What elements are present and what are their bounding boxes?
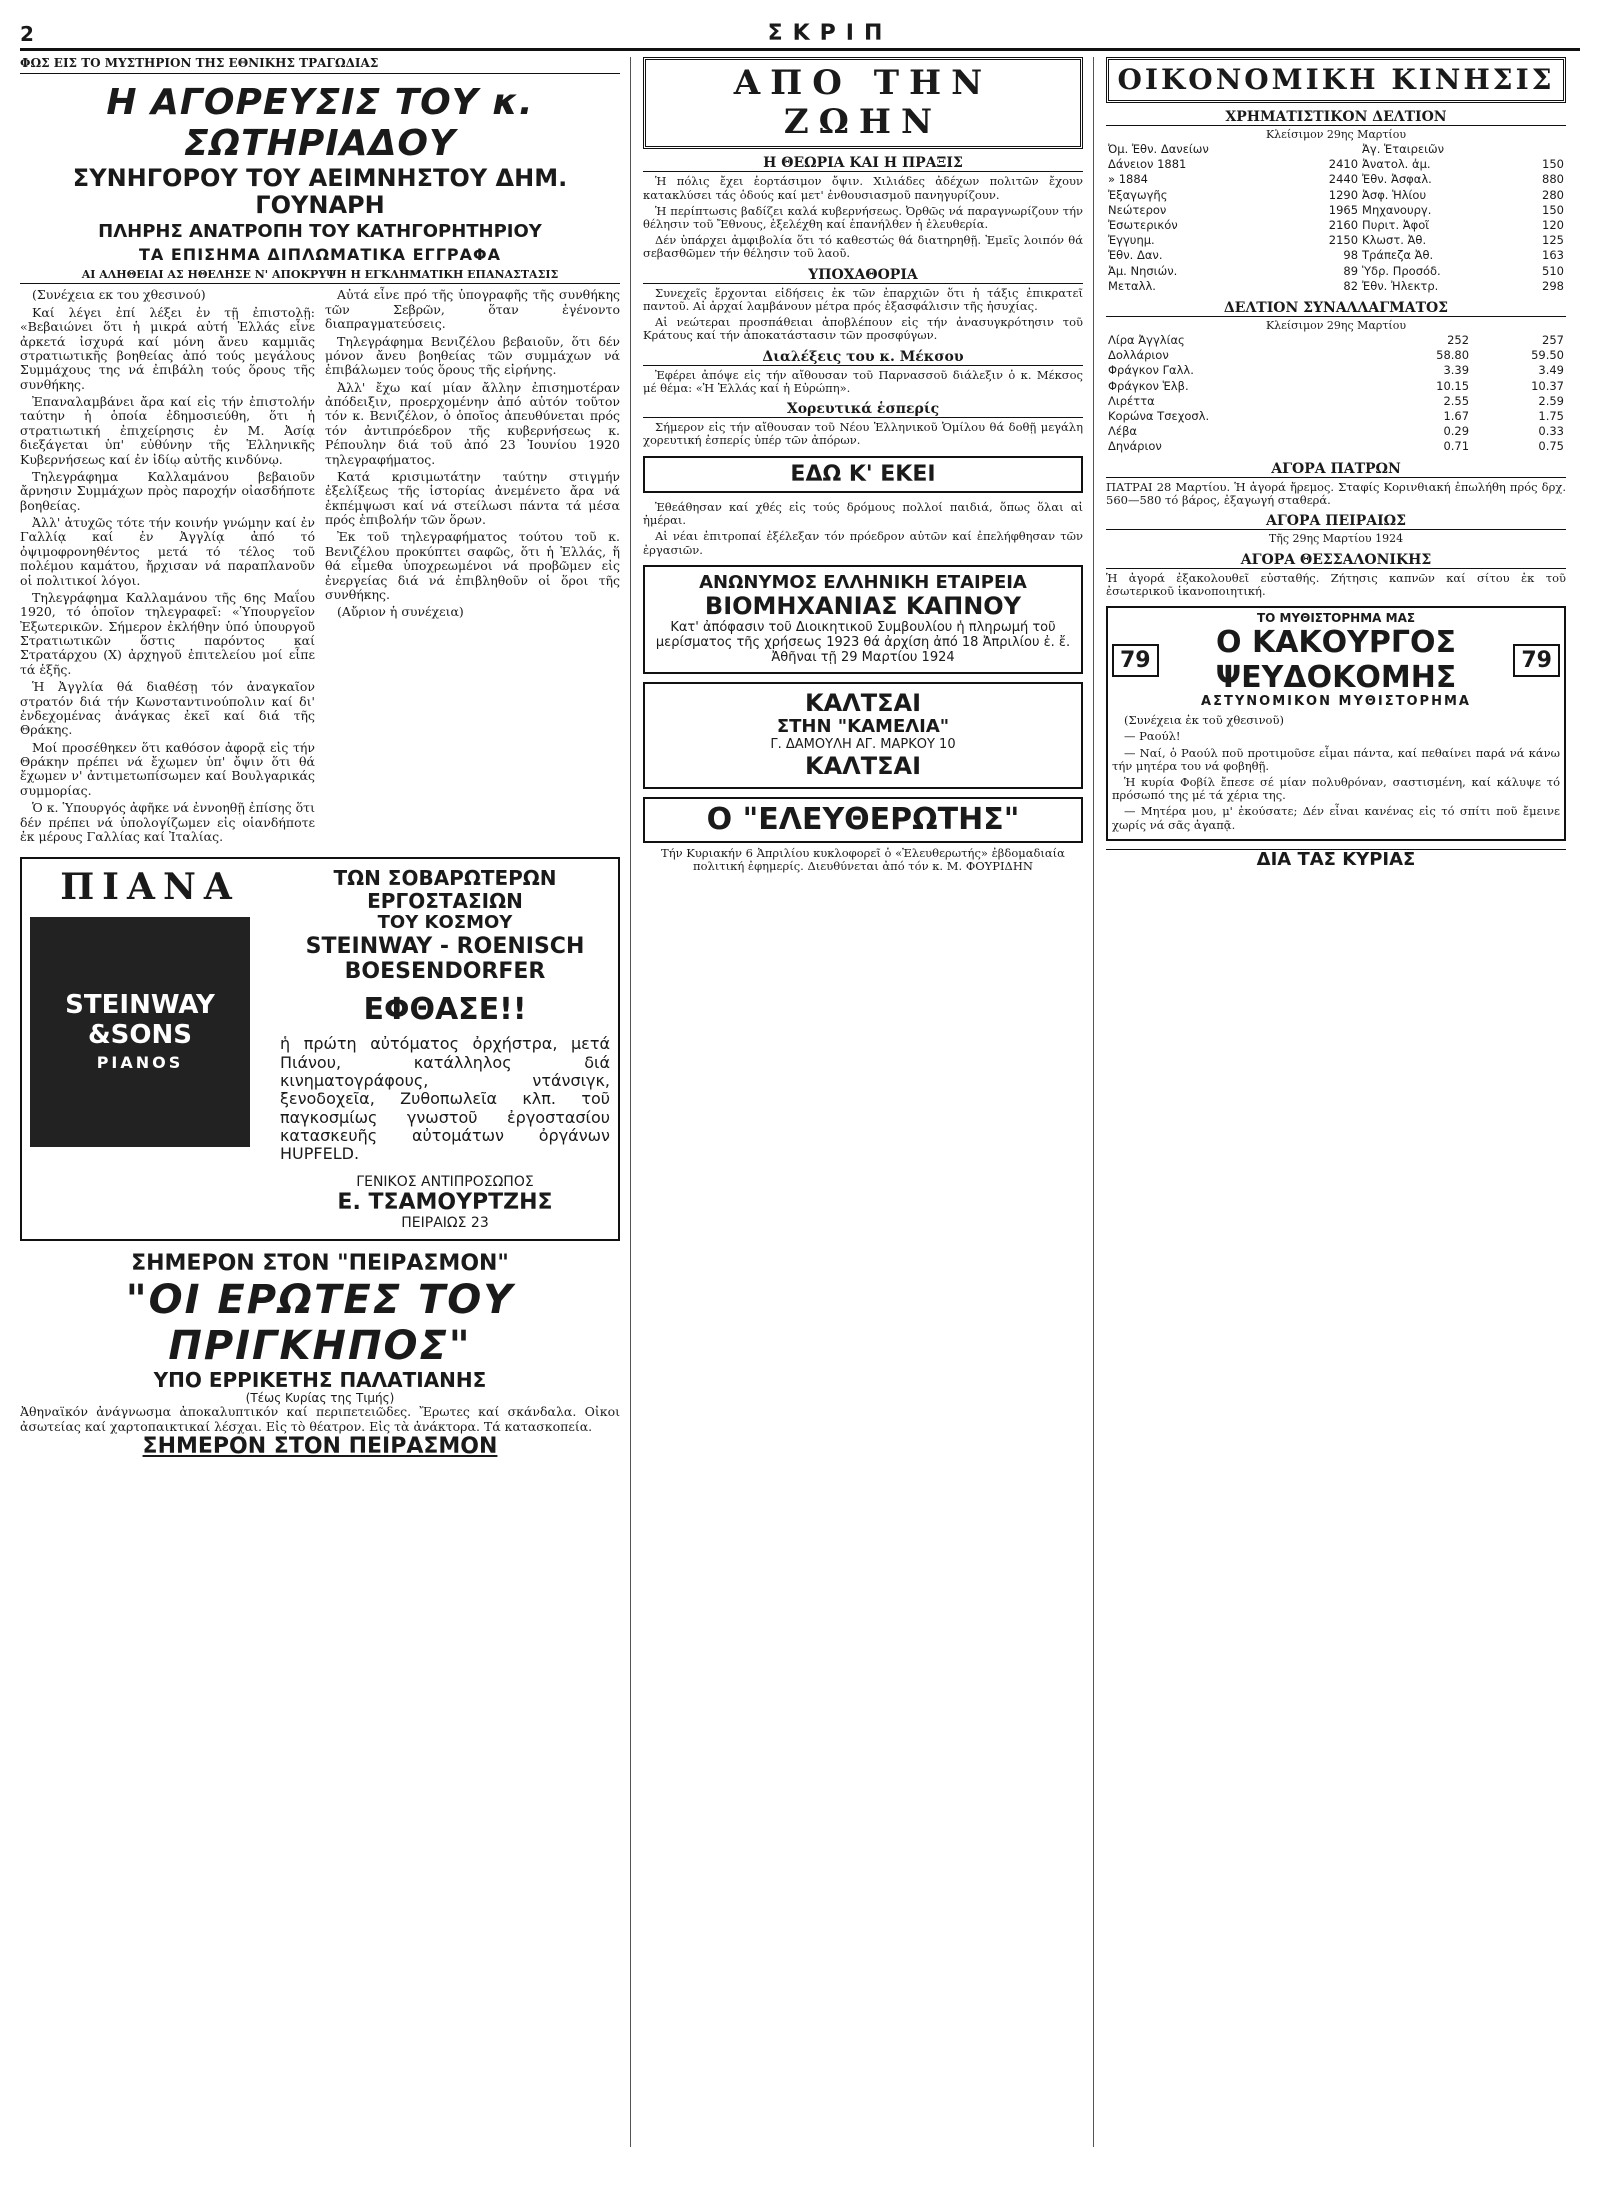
article-subheadline: ΣΥΝΗΓΟΡΟΥ ΤΟΥ ΑΕΙΜΝΗΣΤΟΥ ΔΗΜ. ΓΟΥΝΑΡΗ [72,163,568,220]
table-cell: 2150 [1328,233,1359,248]
section-heading: ΔΕΛΤΙΟΝ ΣΥΝΑΛΛΑΓΜΑΤΟΣ [1106,300,1566,317]
box-heading: ΕΔΩ Κ' ΕΚΕΙ [643,456,1083,493]
table-cell: Ἐξαγωγῆς [1108,187,1168,202]
table-row [1106,203,1566,218]
table-row [1106,363,1566,378]
table-cell: 82 [1343,278,1359,293]
serial-number: 79 [1112,644,1159,677]
column-middle [643,57,1094,2147]
table-cell: Μηχανουργ. [1362,202,1432,217]
table-row [1106,394,1566,409]
section-heading: ΧΡΗΜΑΤΙΣΤΙΚΟΝ ΔΕΛΤΙΟΝ [1106,109,1566,126]
cinema-line: ΣΗΜΕΡΟΝ ΣΤΟΝ ΠΕΙΡΑΣΜΟΝ [142,1434,498,1460]
table-cell: Ἀμ. Νησιών. [1108,263,1178,278]
table-cell: Ἐθν. Δαν. [1108,248,1163,263]
article-note: ΑΙ ΑΛΗΘΕΙΑΙ ΑΣ ΗΘΕΛΗΣΕ Ν' ΑΠΟΚΡΥΨΗ Η ΕΓΚΛΗΜΑΤΙΚΗ ΕΠΑΝΑΣΤΑΣΙΣ [20,269,620,285]
table-cell: 0.75 [1538,439,1564,454]
table-cell: 298 [1542,278,1564,293]
piano-advertisement [20,857,620,1241]
table-cell: 2440 [1328,172,1359,187]
section-heading: Διαλέξεις του κ. Μέκσου [643,349,1083,366]
table-cell [1299,142,1360,157]
table-cell: 89 [1343,263,1359,278]
paragraph: Αἱ νέαι ἐπιτροπαί ἐξέλεξαν τόν πρόεδρον αὐτῶν καί ἐπελήφθησαν τῶν ἐργασιῶν. [643,529,1083,557]
paragraph: Δέν ὑπάρχει ἀμφιβολία ὅτι τό καθεστώς θά διατηρηθῇ. Ἐμεῖς λοιπόν θά σεβασθῶμεν τήν θέλησιν τοῦ λαοῦ. [643,233,1083,261]
ad-line: STEINWAY - ROENISCH BOESENDORFER [305,934,585,985]
paragraph: Τηλεγράφημα Καλλαμάνου τῆς 6ης Μαΐου 1920, τό ὁποῖον τηλεγραφεῖ: «Ὑπουργεῖον Ἐξωτερικῶν. Σήμερον ἐκλήθην ὑπό ὑπουργοῦ Στρατιωτικῶν ὅστις παρόντος καί Στρατάρχου (Χ) ἀρχηγοῦ ἐπιτελείου μοί εἶπε τά ἑξῆς. [20,589,315,677]
table-cell: 252 [1447,332,1470,347]
table-cell: 0.71 [1443,439,1470,454]
section-heading: ΑΓΟΡΑ ΠΕΙΡΑΙΩΣ [1106,513,1566,530]
table-cell: 257 [1542,332,1564,347]
date-line: Τῆς 29ης Μαρτίου 1924 [1268,532,1404,546]
paragraph: Ἡ πόλις ἔχει ἑορτάσιμον ὄψιν. Χιλιάδες ἀδέχων πολιτῶν ἔχουν κατακλύσει τάς ὁδούς καί μετ' ἐνθουσιασμοῦ πανηγυρίζουν. [643,174,1083,202]
table-row [1106,188,1566,203]
paragraph: Ἡ Ἀγγλία θά διαθέσῃ τόν ἀναγκαῖον στρατόν διά τήν Κωνσταντινούπολιν καί δι' ἐνδεχομένας ἀνάγκας ἐκεῖ καί διά τῆς Θράκης. [20,679,315,738]
cinema-title: "ΟΙ ΕΡΩΤΕΣ ΤΟΥ ΠΡΙΓΚΗΠΟΣ" [125,1276,515,1369]
section-title: ΑΠΟ ΤΗΝ ΖΩΗΝ [643,57,1083,149]
paragraph: (Συνέχεια ἐκ τοῦ χθεσινοῦ) [1124,713,1284,728]
table-row [1106,233,1566,248]
table-cell: Δηνάριον [1108,439,1162,454]
section-heading: Η ΘΕΩΡΙΑ ΚΑΙ Η ΠΡΑΞΙΣ [643,155,1083,172]
table-row [1106,379,1566,394]
table-cell: 0.29 [1443,424,1470,439]
table-cell: 1965 [1328,202,1359,217]
serial-subtitle: ΑΣΤΥΝΟΜΙΚΟΝ ΜΥΘΙΣΤΟΡΗΜΑ [1201,694,1471,710]
article-body [20,288,620,847]
paragraph: Ἀλλ' ἔχω καί μίαν ἄλλην ἐπισημοτέραν ἀπόδειξιν, προερχομένην ἀπό αὐτόν τοῦτον τόν κ. Βενιζέλον, ὁ ὁποῖος ἀπευθύνεται πρός τόν ἀντιπρόεδρον τῆς κυβερνήσεως κ. Ρέπουλην διά τοῦ ἀπό 23 Ἰουνίου 1920 τηλεγραφήματος. [325,379,620,467]
table-cell: 280 [1542,187,1564,202]
table-row [1106,172,1566,187]
table-cell: 3.49 [1538,363,1564,378]
column-left [20,57,631,2147]
cinema-line: (Τέως Κυρίας της Τιμής) [245,1390,395,1405]
table-cell: 1.67 [1443,408,1470,423]
stock-table [1106,142,1566,294]
table-cell: 58.80 [1436,348,1470,363]
table-cell: 10.15 [1436,378,1470,393]
table-row [1106,248,1566,263]
paragraph: Ἡ κυρία Φοβίλ ἔπεσε σέ μίαν πολυθρόναν, σαστισμένη, καί κάλυψε τό πρόσωπό της μέ τά χέρια της. [1112,775,1560,803]
eleftherotis-heading: Ο "ΕΛΕΥΘΕΡΩΤΗΣ" [643,797,1083,844]
table-cell: 163 [1542,248,1564,263]
paragraph: Κατά κρισιμωτάτην ταύτην στιγμήν ἐξελίξεως τῆς ἱστορίας ἀνεμένετο ἄρα νά ἐκπέμψωσι καί νά στείλωσι πάντα τά μέσα πρός ἐπιβολήν τῶν ὅρων. [325,468,620,528]
ad-line: ΚΑΛΤΣΑΙ [804,688,921,717]
cinema-advertisement [20,1251,620,1459]
paragraph: ΠΑΤΡΑΙ 28 Μαρτίου. Ἡ ἀγορά ἤρεμος. Σταφίς Κορινθιακή ἐπωλήθη πρός δρχ. 560—580 τό βάρος, ἐξαγωγή σταθερά. [1106,479,1566,507]
ad-line: ΚΑΛΤΣΑΙ [804,752,921,781]
brand-line: &SONS [88,1019,192,1050]
ad-line: Ε. ΤΣΑΜΟΥΡΤΖΗΣ [337,1189,553,1215]
serial-title: Ο ΚΑΚΟΥΡΓΟΣ ΨΕΥΔΟΚΟΜΗΣ [1215,625,1457,695]
table-row [1106,142,1566,157]
table-row [1106,348,1566,363]
table-cell: Κλωστ. Ἀθ. [1362,233,1427,248]
notice-line: ΒΙΟΜΗΧΑΝΙΑΣ ΚΑΠΝΟΥ [704,592,1022,621]
ad-line: ΠΕΙΡΑΙΩΣ 23 [401,1215,489,1232]
paragraph: (Αὔριον ἡ συνέχεια) [337,604,464,620]
table-cell: 10.37 [1531,378,1564,393]
kaltsai-advertisement [643,682,1083,789]
table-cell: Ἐθν. Ἠλεκτρ. [1362,278,1439,293]
paragraph: (Συνέχεια εκ του χθεσινού) [32,287,206,303]
brand-line: STEINWAY [65,989,215,1020]
exchange-table [1106,333,1566,455]
table-cell: 1290 [1328,187,1359,202]
column-right [1106,57,1576,2147]
table-cell: Φράγκον Γαλλ. [1108,363,1194,378]
table-cell: Ἀσφ. Ἡλίου [1362,187,1427,202]
paragraph: Συνεχεῖς ἔρχονται εἰδήσεις ἐκ τῶν ἐπαρχιῶν ὅτι ἡ τάξις ἐπικρατεῖ παντοῦ. Αἱ ἀρχαί λαμβάνουν μέτρα πρός ἐξασφάλισιν τῆς ἡσυχίας. [643,285,1083,313]
article-kicker: ΦΩΣ ΕΙΣ ΤΟ ΜΥΣΤΗΡΙΟΝ ΤΗΣ ΕΘΝΙΚΗΣ ΤΡΑΓΩΔΙΑΣ [20,57,620,74]
table-cell: 150 [1542,202,1564,217]
table-cell: Τράπεζα Ἀθ. [1362,248,1434,263]
article-headline: Η ΑΓΟΡΕΥΣΙΣ ΤΟΥ κ. ΣΩΤΗΡΙΑΔΟΥ [106,81,534,165]
table-cell: Ἐθν. Ἀσφαλ. [1362,172,1432,187]
cinema-line: ΥΠΟ ΕΡΡΙΚΕΤΗΣ ΠΑΛΑΤΙΑΝΗΣ [153,1367,487,1392]
cinema-text: Ἀθηναϊκόν ἀνάγνωσμα ἀποκαλυπτικόν καί περιπετειῶδες. Ἔρωτες καί σκάνδαλα. Οἰκοι ἀσωτείας καί χαρτοπαικτικαί λέσχαι. Εἰς τὸ θέατρον. Εἰς τὰ ἀνάκτορα. Τά κατασκοπεία. [20,1404,620,1434]
table-row [1106,424,1566,439]
paragraph: Ἐκ τοῦ τηλεγραφήματος τούτου τοῦ κ. Βενιζέλου προκύπτει σαφῶς, ὅτι ἡ Ἑλλάς, ἥ θά εἶμεθα ὑποχρεωμένοι νά προβῶμεν εἰς ἐνεργείας διά νά ἐπιβληθοῦν οἱ ὅροι τῆς συνθήκης. [325,529,620,602]
table-cell: Λίρα Ἀγγλίας [1108,332,1185,347]
table-cell: Ἐγγυημ. [1108,233,1155,248]
table-cell: 2.55 [1443,393,1470,408]
paragraph: — Ναί, ὁ Ραούλ ποῦ προτιμοῦσε εἶμαι πάντα, καί πεθαίνει παρά νά κάνω τήν μητέρα του νά φοβηθῇ. [1112,745,1560,773]
footer-heading: ΔΙΑ ΤΑΣ ΚΥΡΙΑΣ [1106,849,1566,871]
table-cell: Ὑδρ. Προσόδ. [1362,263,1441,278]
table-cell: 59.50 [1531,348,1564,363]
table-cell: Λέβα [1108,424,1138,439]
cinema-line: ΣΗΜΕΡΟΝ ΣΤΟΝ "ΠΕΙΡΑΣΜΟΝ" [131,1251,509,1277]
article-deck-2: ΤΑ ΕΠΙΣΗΜΑ ΔΙΠΛΩΜΑΤΙΚΑ ΕΓΓΡΑΦΑ [139,245,501,265]
paragraph: — Ραούλ! [1124,729,1181,744]
paragraph: Ἡ περίπτωσις βαδίζει καλά κυβερνήσεως. Ὀρθῶς νά παραγνωρίζουν τήν θέλησιν τοῦ Ἔθνους, ἐξελέχθη καί ἐπανήλθεν ἡ ἐλευθερία. [643,203,1083,231]
table-cell: 1.75 [1538,408,1564,423]
section-heading: ΥΠΟΧΑΘΟΡΙΑ [643,267,1083,284]
paragraph: Τηλεγράφημα Καλλαμάνου βεβαιοῦν ἄρνησιν Συμμάχων πρὸς παροχήν οἰασδήποτε βοηθείας. [20,468,315,513]
notice-line: Ἀθῆναι τῇ 29 Μαρτίου 1924 [771,649,955,665]
table-cell: Νεώτερον [1108,202,1167,217]
table-row [1106,409,1566,424]
newspaper-page [20,20,1580,2160]
table-cell: Δάνειον 1881 [1108,157,1187,172]
table-cell: 2410 [1328,157,1359,172]
section-heading: Χορευτικά ἑσπερίς [643,401,1083,418]
table-cell: Ὀμ. Ἐθν. Δανείων [1108,141,1209,156]
notice-line: ΑΝΩΝΥΜΟΣ ΕΛΛΗΝΙΚΗ ΕΤΑΙΡΕΙΑ [699,571,1027,593]
table-cell: 2.59 [1538,393,1564,408]
table-cell: 98 [1343,248,1359,263]
paragraph: Ἐφέρει ἀπόψε εἰς τήν αἴθουσαν τοῦ Παρνασσοῦ διάλεξιν ὁ κ. Μέκσος μέ θέμα: «Ἡ Ἑλλάς καί ἡ Εὐρώπη». [643,367,1083,395]
table-cell: 150 [1542,157,1564,172]
ad-line: ΤΩΝ ΣΟΒΑΡΩΤΕΡΩΝ ΕΡΓΟΣΤΑΣΙΩΝ [333,866,557,914]
newspaper-name: ΣΚΡΙΠ [767,21,893,47]
paragraph: — Μητέρα μου, μ' ἐκούσατε; Δέν εἶναι κανένας εἰς τό σπίτι ποῦ ἔμεινε χωρίς νά σᾶς ἀγαπᾷ. [1112,804,1560,832]
eleftherotis-text: Τήν Κυριακήν 6 Ἀπριλίου κυκλοφορεῖ ὁ «Ἐλευθερωτής» ἐβδομαδιαία πολιτική ἐφημερίς. Διευθύνεται ἀπό τόν κ. Μ. ΦΟΥΡΙΔΗΝ [661,846,1065,874]
paragraph: Ἐπαναλαμβάνει ἄρα καί εἰς τήν ἐπιστολήν ταύτην ἡ ὁποία ἐδημοσιεύθη, ὅτι ἡ στρατιωτική ἐπιχείρησις ἐν Μ. Ἀσίᾳ διεξάγεται ὑπ' εὐθύνην τῆς Ἑλληνικῆς Κυβερνήσεως καί ἐν ἰδίῳ αὐτῆς κινδύνῳ. [20,394,315,467]
table-cell: 120 [1542,218,1564,233]
table-cell: 0.33 [1538,424,1564,439]
paragraph: Αἱ νεώτεραι προσπάθειαι ἀποβλέπουν εἰς τήν ἀνασυγκρότησιν τοῦ Κράτους καί τήν ἀποκατάστασιν τῶν προσφύγων. [643,315,1083,343]
ad-line: Γ. ΔΑΜΟΥΛΗ ΑΓ. ΜΑΡΚΟΥ 10 [770,737,956,753]
table-cell: 3.39 [1443,363,1470,378]
section-heading: ΑΓΟΡΑ ΘΕΣΣΑΛΟΝΙΚΗΣ [1106,552,1566,569]
serial-number: 79 [1513,644,1560,677]
table-cell: Ἐσωτερικόν [1108,218,1178,233]
piano-logo [30,917,250,1147]
ad-line: ΤΟΥ ΚΟΣΜΟΥ [377,912,513,934]
tobacco-notice [643,565,1083,674]
table-cell: Κορώνα Τσεχοσλ. [1108,408,1210,423]
page-header [20,20,1580,51]
ad-line: ΓΕΝΙΚΟΣ ΑΝΤΙΠΡΟΣΩΠΟΣ [356,1173,534,1190]
paragraph: Τηλεγράφημα Βενιζέλου βεβαιοῦν, ὅτι δέν μόνον ἄνευ βοηθείας τῶν συμμάχων νά ἐπιβάλωμεν τούς ὅρους τῆς εἰρήνης. [325,333,620,378]
brand-line: PIANOS [96,1053,184,1073]
table-row [1106,279,1566,294]
table-cell: Ἀνατολ. ἀμ. [1362,157,1431,172]
table-cell: 510 [1542,263,1564,278]
table-cell: Πυριτ. Ἀφοῖ [1362,218,1430,233]
paragraph: Αὐτά εἶνε πρό τῆς ὑπογραφῆς τῆς συνθήκης τῶν Σεβρῶν, ὅταν ἐγένοντο διαπραγματεύσεις. [325,287,620,332]
table-cell: 125 [1542,233,1564,248]
table-row [1106,439,1566,454]
serial-novel [1106,606,1566,840]
paragraph: Μοί προσέθηκεν ὅτι καθόσον ἀφορᾷ εἰς τήν Θράκην πρέπει νά ἔχωμεν ὑπ' ὄψιν ὅτι θά ἔχωμεν ν' ἀντιμετωπίσωμεν καί Βουλγαρικάς συμμορίας. [20,739,315,798]
paragraph: Ἐθεάθησαν καί χθές εἰς τούς δρόμους πολλοί παιδιά, ὅπως ὅλαι αἱ ἡμέραι. [643,499,1083,528]
table-cell: » 1884 [1108,172,1148,187]
table-row [1106,218,1566,233]
notice-text: Κατ' ἀπόφασιν τοῦ Διοικητικοῦ Συμβουλίου ἡ πληρωμή τοῦ μερίσματος τῆς χρήσεως 1923 θά ἀρχίση ἀπό 18 Ἀπριλίου ἐ. ἔ. [655,620,1071,651]
page-number: 2 [20,21,34,46]
ad-title: ΠΙΑΝΑ [60,866,240,909]
ad-text: ἡ πρώτη αὐτόματος ὀρχήστρα, μετά Πιάνου, κατάλληλος διά κινηματογράφους, ντάνσιγκ, ξενοδοχεῖα, Ζυθοπωλεῖα κλπ. τοῦ παγκοσμίως γνωστοῦ ἐργοστασίου κατασκευῆς αὐτομάτων ὀργάνων HUPFELD. [280,1034,610,1164]
paragraph: Ἡ ἀγορά ἐξακολουθεῖ εὐσταθής. Ζήτησις καπνῶν καί σίτου ἐκ τοῦ ἐσωτερικοῦ ἱκανοποιητική. [1106,570,1566,599]
table-cell: 2160 [1328,218,1359,233]
ad-line: ΕΦΘΑΣΕ!! [363,991,527,1027]
section-title: ΟΙΚΟΝΟΜΙΚΗ ΚΙΝΗΣΙΣ [1106,57,1566,103]
date-line: Κλείσιμον 29ης Μαρτίου [1265,319,1407,333]
paragraph: Ἀλλ' ἀτυχῶς τότε τήν κοινήν γνώμην καί ἐν Γαλλίᾳ καί ἐν Ἀγγλίᾳ ἀπό τό ὀψιμοφρονηθέντος μετά τό τέλος τοῦ πολέμου καμάτου, ἤρχισαν νά παραπλανοῦν οἱ πολιτικοί λόγοι. [20,515,315,588]
paragraph: Ὁ κ. Ὑπουργός ἀφῆκε νά ἐννοηθῇ ἐπίσης ὅτι δέν πρέπει νά ὑπολογίζωμεν εἰς οἱανδήποτε ἐκ μέρους Γαλλίας καί Ἰταλίας. [20,800,315,844]
serial-label: ΤΟ ΜΥΘΙΣΤΟΡΗΜΑ ΜΑΣ [1256,611,1416,626]
date-line: Κλείσιμον 29ης Μαρτίου [1265,128,1407,142]
table-cell: Ἀγ. Ἑταιρειῶν [1362,141,1445,156]
paragraph: Καί λέγει ἐπί λέξει ἐν τῇ ἐπιστολῇ: «Βεβαιώνει ὅτι ἡ μικρά αὐτή Ἑλλάς εἶνε ἀρκετά ἰσχυρά καί μόνη ἄνευ καμμιᾶς στρατιωτικῆς βοηθείας ἀπό τούς μεγάλους Συμμάχους της νά ἐπιβάλη τούς ὅρους τῆς συνθήκης. [20,304,315,392]
paragraph: Σήμερον εἰς τήν αἴθουσαν τοῦ Νέου Ἑλληνικοῦ Ὁμίλου θά δοθῇ μεγάλη χορευτική ἑσπερίς ὑπέρ τῶν ἀπόρων. [643,420,1083,448]
table-row [1106,333,1566,348]
table-cell: Λιρέττα [1108,393,1155,408]
table-cell [1518,142,1566,157]
ad-line: ΣΤΗΝ "ΚΑΜΕΛΙΑ" [776,716,950,738]
table-cell: Φράγκον Ἑλβ. [1108,378,1189,393]
table-cell: 880 [1542,172,1564,187]
table-cell: Δολλάριον [1108,348,1169,363]
table-cell: Μεταλλ. [1108,278,1156,293]
section-heading: ΑΓΟΡΑ ΠΑΤΡΩΝ [1106,461,1566,478]
table-row [1106,264,1566,279]
table-row [1106,157,1566,172]
article-deck-1: ΠΛΗΡΗΣ ΑΝΑΤΡΟΠΗ ΤΟΥ ΚΑΤΗΓΟΡΗΤΗΡΙΟΥ [98,220,542,242]
